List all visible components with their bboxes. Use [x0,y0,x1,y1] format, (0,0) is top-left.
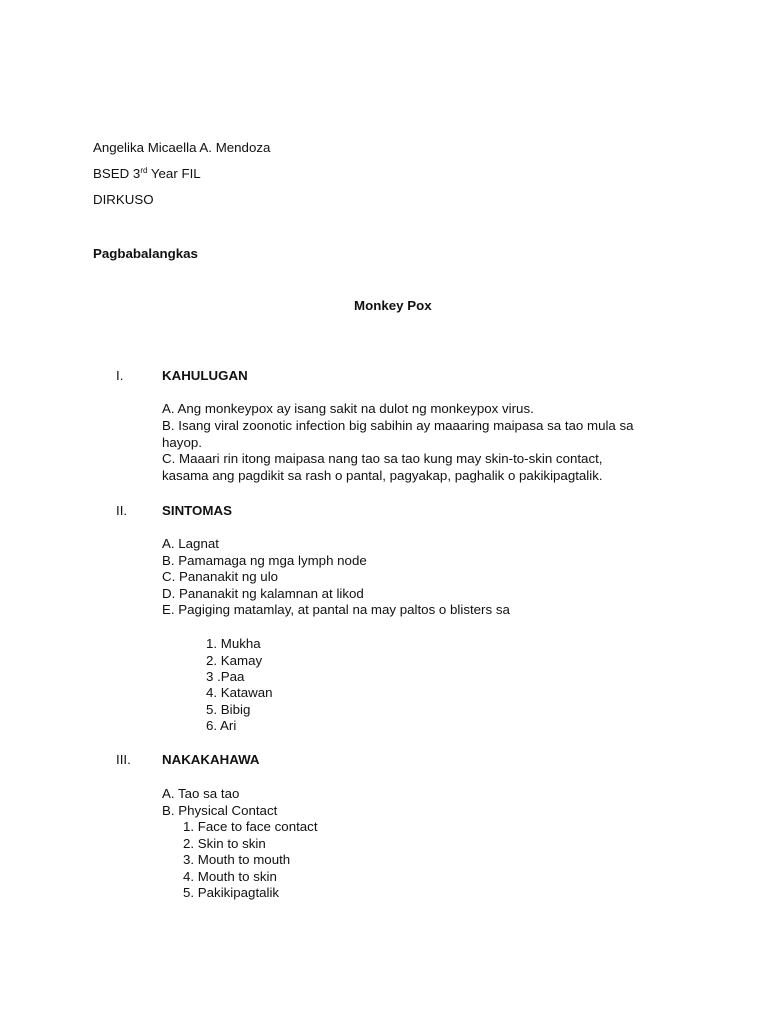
sublist-item: 4. Mouth to skin [183,869,277,884]
sublist-item: 5. Pakikipagtalik [183,885,280,900]
section-line: A. Ang monkeypox ay isang sakit na dulot ng monkeypox virus. [162,401,534,416]
sublist-item: 3. Mouth to mouth [183,852,291,867]
section-line: B. Physical Contact [162,803,278,818]
sublist-item: 1. Mukha [206,636,261,651]
sublist-item: 3 .Paa [206,669,245,684]
section-title: SINTOMAS [162,503,232,518]
sublist-item: 6. Ari [206,718,237,733]
section-line: hayop. [162,435,202,450]
document-heading: Pagbabalangkas [93,246,198,261]
section-line: D. Pananakit ng kalamnan at likod [162,586,364,601]
section-numeral: I. [116,368,124,383]
section-line: A. Tao sa tao [162,786,240,801]
subject-code: DIRKUSO [93,192,154,207]
document-title: Monkey Pox [354,298,432,313]
section-line: C. Maaari rin itong maipasa nang tao sa tao kung may skin-to-skin contact, [162,451,603,466]
section-line: A. Lagnat [162,536,219,551]
course-superscript: rd [140,166,148,175]
sublist-item: 1. Face to face contact [183,819,318,834]
course-prefix: BSED 3 [93,166,141,181]
course-line [93,166,201,182]
course-suffix: Year FIL [147,166,201,181]
section-line: kasama ang pagdikit sa rash o pantal, pagyakap, paghalik o pakikipagtalik. [162,468,603,483]
section-title: KAHULUGAN [162,368,248,383]
sublist-item: 4. Katawan [206,685,273,700]
author-name: Angelika Micaella A. Mendoza [93,140,271,155]
sublist-item: 5. Bibig [206,702,251,717]
section-numeral: III. [116,752,131,767]
section-line: B. Isang viral zoonotic infection big sabihin ay maaaring maipasa sa tao mula sa [162,418,634,433]
section-line: E. Pagiging matamlay, at pantal na may paltos o blisters sa [162,602,510,617]
section-line: C. Pananakit ng ulo [162,569,279,584]
sublist-item: 2. Skin to skin [183,836,266,851]
sublist-item: 2. Kamay [206,653,263,668]
section-title: NAKAKAHAWA [162,752,260,767]
section-numeral: II. [116,503,128,518]
section-line: B. Pamamaga ng mga lymph node [162,553,367,568]
